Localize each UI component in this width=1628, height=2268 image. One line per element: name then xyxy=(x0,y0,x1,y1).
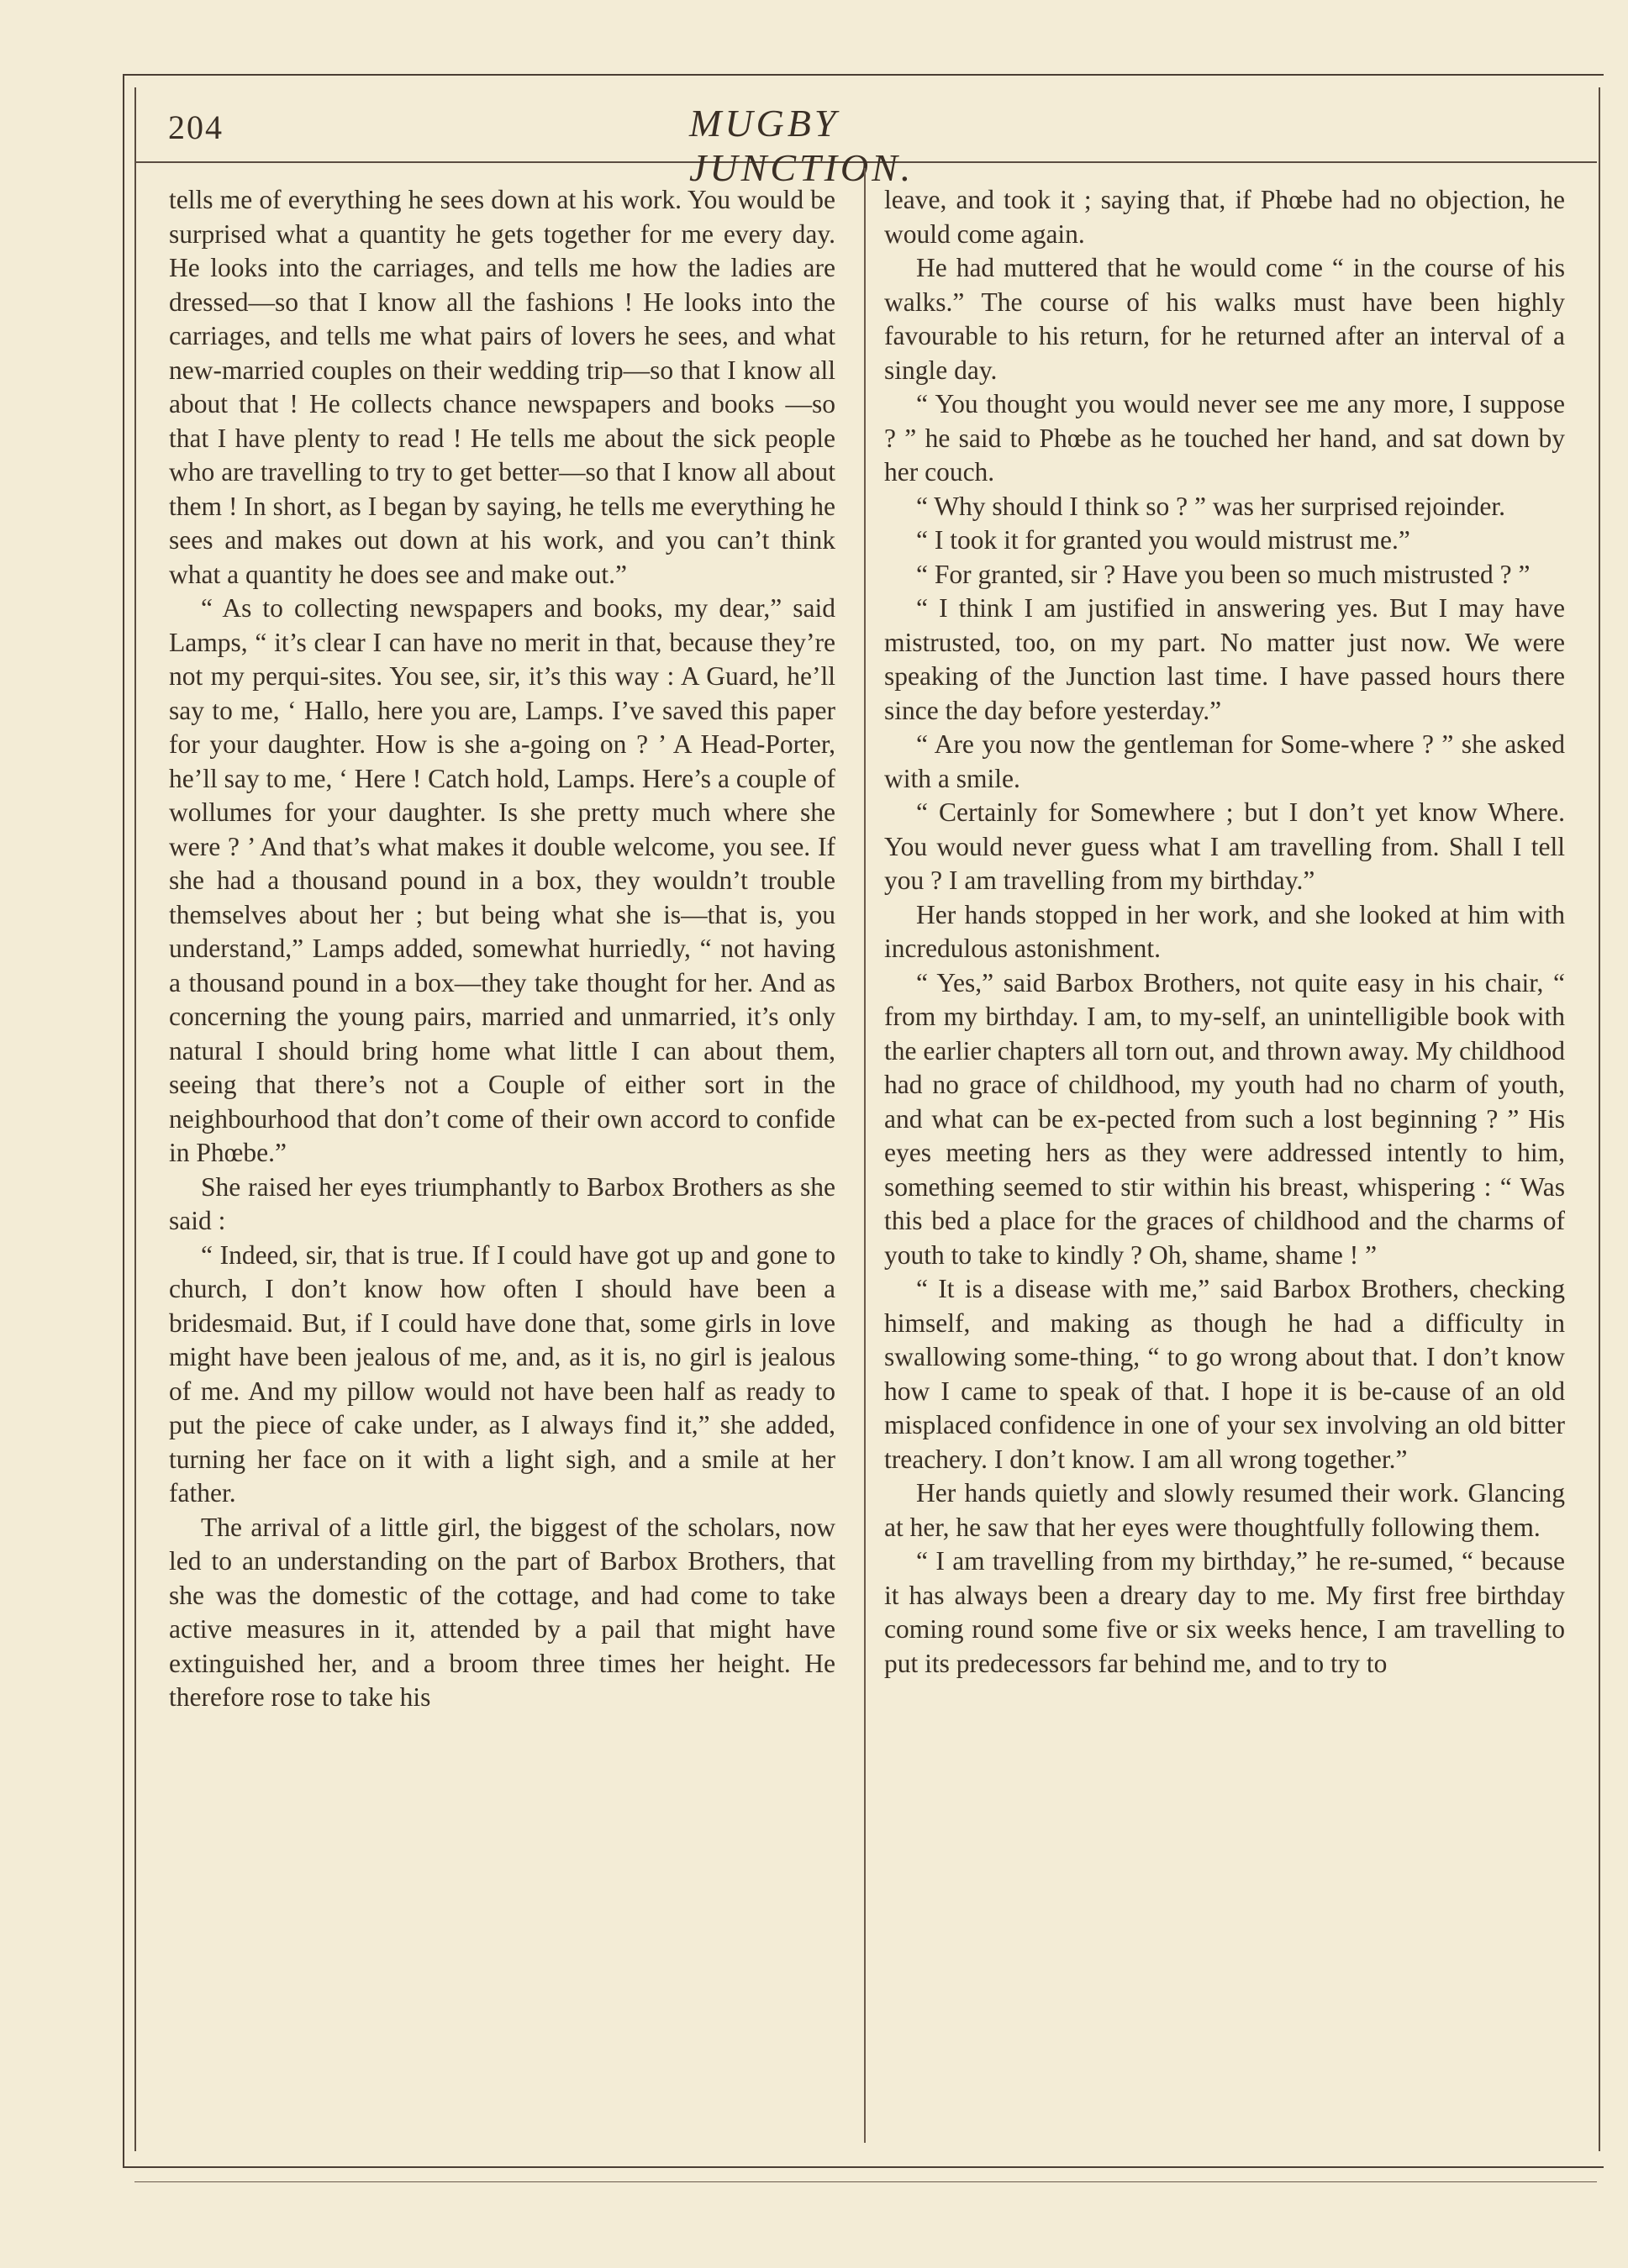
paragraph: “ As to collecting newspapers and books, my dear,” said Lamps, “ it’s clear I can have no merit in that, because they’re not my perqui-sites. You see, sir, it’s this way : A Guard, he’ll say to me, ‘ Hallo, here you are, Lamps. I’ve saved this paper for your daughter. How is she a-going on ? ’ A Head-Porter, he’ll say to me, ‘ Here ! Catch hold, Lamps. Here’s a couple of wollumes for your daughter. Is she pretty much where she were ? ’ And that’s what makes it double welcome, you see. If she had a thousand pound in a box, they wouldn’t trouble themselves about her ; but being what she is—that is, you understand,” Lamps added, somewhat hurriedly, “ not having a thousand pound in a box—they take thought for her. And as concerning the young pairs, married and unmarried, it’s only natural I should bring home what little I can about them, seeing that there’s not a Couple of either sort in the neighbourhood that don’t come of their own accord to confide in Phœbe.” xyxy=(169,593,835,1167)
right-column xyxy=(884,183,1565,1681)
paragraph: “ Indeed, sir, that is true. If I could have got up and gone to church, I don’t know how often I should have been a bridesmaid. But, if I could have done that, some girls in love might have been jealous of me, and, as it is, no girl is jealous of me. And my pillow would not have been half as ready to put the piece of cake under, as I always find it,” she added, turning her face on it with a light sigh, and a smile at her father. xyxy=(169,1239,835,1508)
paragraph: She raised her eyes triumphantly to Barbox Brothers as she said : xyxy=(169,1171,835,1235)
paragraph: “ For granted, sir ? Have you been so much mistrusted ? ” xyxy=(916,559,1531,589)
paragraph: Her hands quietly and slowly resumed their work. Glancing at her, he saw that her eyes were thoughtfully following them. xyxy=(884,1478,1565,1542)
column-divider xyxy=(864,168,866,2143)
paragraph: “ I took it for granted you would mistrust me.” xyxy=(916,525,1410,555)
bottom-rule xyxy=(126,2166,1602,2168)
paragraph: tells me of everything he sees down at his work. You would be surprised what a quantity he gets together for me every day. He looks into the carriages, and tells me how the ladies are dressed—so that I know all the fashions ! He looks into the carriages, and tells me what pairs of lovers he sees, and what new-married couples on their wedding trip—so that I know all about that ! He collects chance newspapers and books —so that I have plenty to read ! He tells me about the sick people who are travelling to try to get better—so that I know all about them ! In short, as I began by saying, he tells me everything he sees and makes out down at his work, and you can’t think what a quantity he does see and make out.” xyxy=(169,185,835,589)
left-column xyxy=(169,183,835,1715)
paragraph: “ It is a disease with me,” said Barbox Brothers, checking himself, and making as though he had a difficulty in swallowing some-thing, “ to go wrong about that. I don’t know how I came to speak of that. I hope it is be-cause of an old misplaced confidence in one of your sex involving an old bitter treachery. I don’t know. I am all wrong together.” xyxy=(884,1274,1565,1474)
running-head: MUGBY JUNCTION. xyxy=(689,102,914,189)
paragraph: Her hands stopped in her work, and she looked at him with incredulous astonishment. xyxy=(884,899,1565,963)
paragraph: “ Are you now the gentleman for Some-where ? ” she asked with a smile. xyxy=(884,729,1565,793)
paragraph: “ I think I am justified in answering yes. But I may have mistrusted, too, on my part. No matter just now. We were speaking of the Junction last time. I have passed hours there since the day before yesterday.” xyxy=(884,593,1565,725)
bottom-rule-secondary xyxy=(134,2181,1597,2182)
paragraph: “ You thought you would never see me any more, I suppose ? ” he said to Phœbe as he touched her hand, and sat down by her couch. xyxy=(884,389,1565,487)
paragraph: The arrival of a little girl, the biggest of the scholars, now led to an understanding on the part of Barbox Brothers, that she was the domestic of the cottage, and had come to take active measures in it, attended by a pail that might have extinguished her, and a broom three times her height. He therefore rose to take his xyxy=(169,1512,835,1712)
page-number: 204 xyxy=(168,108,224,146)
paragraph: He had muttered that he would come “ in the course of his walks.” The course of his walks must have been highly favourable to his return, for he returned after an interval of a single day. xyxy=(884,253,1565,385)
paragraph: “ Certainly for Somewhere ; but I don’t yet know Where. You would never guess what I am travelling from. Shall I tell you ? I am travelling from my birthday.” xyxy=(884,797,1565,895)
paragraph: “ Why should I think so ? ” was her surprised rejoinder. xyxy=(916,491,1506,521)
paragraph: “ Yes,” said Barbox Brothers, not quite easy in his chair, “ from my birthday. I am, to my-self, an unintelligible book with the earlier chapters all torn out, and thrown away. My childhood had no grace of childhood, my youth had no charm of youth, and what can be ex-pected from such a lost beginning ? ” His eyes meeting hers as they were addressed intently to him, something seemed to stir within his breast, whispering : “ Was this bed a place for the graces of childhood and the charms of youth to take to kindly ? Oh, shame, shame ! ” xyxy=(884,967,1565,1270)
paragraph: “ I am travelling from my birthday,” he re-sumed, “ because it has always been a dreary day to me. My first free birthday coming round some five or six weeks hence, I am travelling to put its predecessors far behind me, and to try to xyxy=(884,1546,1565,1678)
paragraph: leave, and took it ; saying that, if Phœbe had no objection, he would come again. xyxy=(884,185,1565,249)
